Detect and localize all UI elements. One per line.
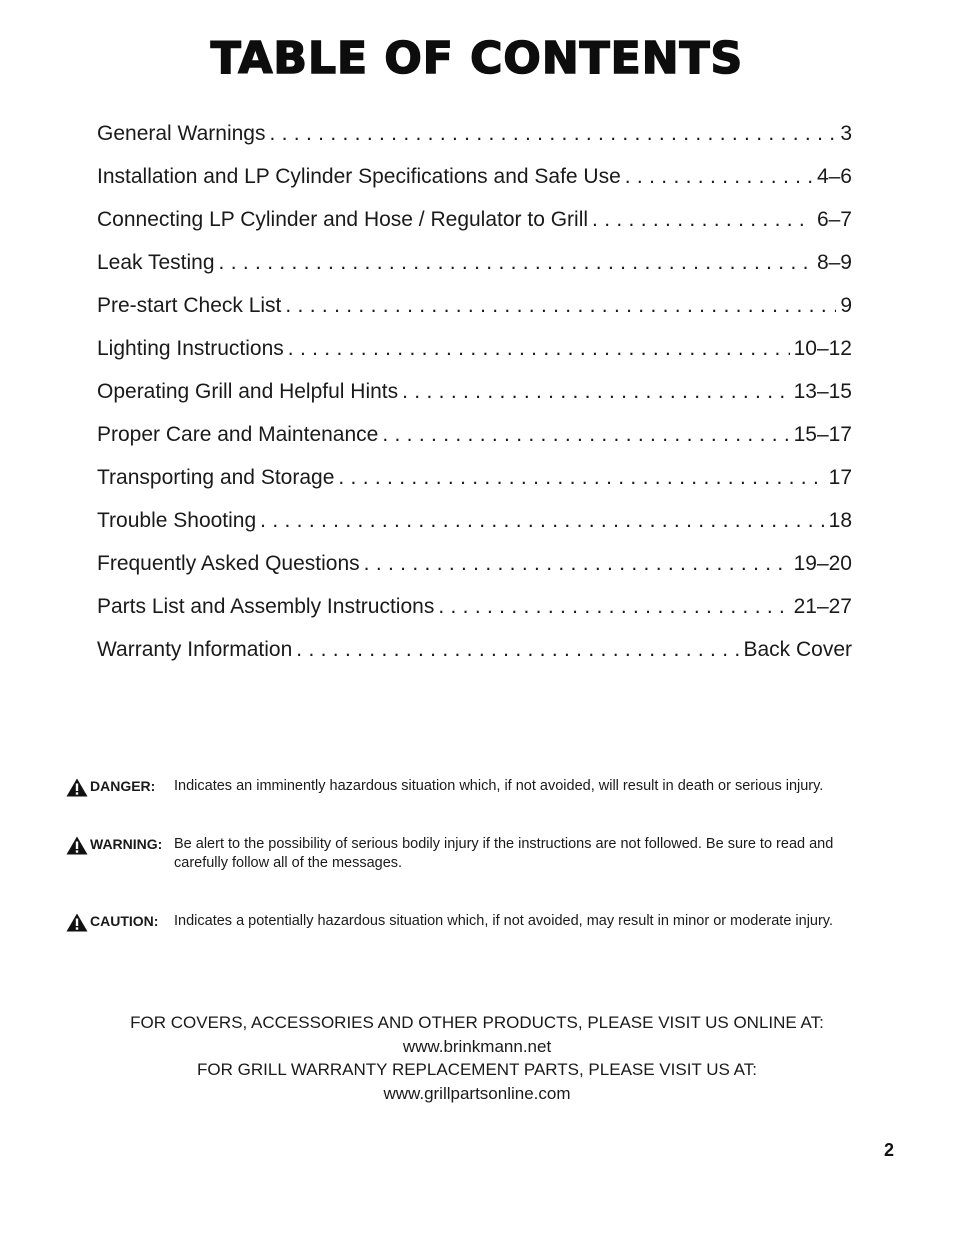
- toc-entry: [97, 112, 852, 155]
- page-title: TABLE OF CONTENTS: [210, 33, 744, 84]
- toc-dot-leader: [438, 585, 789, 628]
- footer-grillparts-url: www.grillpartsonline.com: [383, 1083, 571, 1103]
- caution-signal-word: CAUTION:: [90, 913, 159, 929]
- toc-entry-label: Connecting LP Cylinder and Hose / Regulator to Grill: [97, 208, 589, 231]
- toc-entry: [97, 456, 852, 499]
- toc-dot-leader: [260, 499, 824, 542]
- toc-entry-page: 4–6: [816, 165, 852, 188]
- toc-dot-leader: [285, 284, 836, 327]
- toc-entry-page: 13–15: [793, 380, 852, 403]
- toc-entry-page: 3: [840, 122, 852, 145]
- toc-entry: [97, 155, 852, 198]
- toc-entry: [97, 370, 852, 413]
- toc-entry-label: Transporting and Storage: [97, 466, 335, 489]
- warning-text: Be alert to the possibility of serious bodily injury if the instructions are not followed. Be sure to read and carefully follow all of the messages.: [174, 836, 834, 871]
- warning-signal: [66, 835, 174, 873]
- footer-accessories-line: FOR COVERS, ACCESSORIES AND OTHER PRODUCTS, PLEASE VISIT US ONLINE AT:: [130, 1013, 824, 1032]
- toc-dot-leader: [592, 198, 813, 241]
- warning-triangle-icon: [66, 778, 88, 797]
- toc-entry-page: 10–12: [793, 337, 852, 360]
- caution-notice: [66, 912, 856, 932]
- danger-signal: [66, 777, 174, 797]
- toc-dot-leader: [296, 628, 739, 671]
- toc-entry-page: 21–27: [793, 595, 852, 618]
- toc-entry: [97, 585, 852, 628]
- page-number: 2: [884, 1140, 895, 1160]
- toc-dot-leader: [269, 112, 836, 155]
- caution-signal: [66, 912, 174, 932]
- toc-dot-leader: [219, 241, 813, 284]
- footer-brinkmann-url: www.brinkmann.net: [402, 1036, 552, 1056]
- toc-entry-label: Lighting Instructions: [97, 337, 284, 360]
- toc-entry: [97, 499, 852, 542]
- caution-text: Indicates a potentially hazardous situation which, if not avoided, may result in minor or moderate injury.: [174, 913, 834, 929]
- toc-dot-leader: [402, 370, 789, 413]
- toc-dot-leader: [382, 413, 789, 456]
- toc-entry-label: Frequently Asked Questions: [97, 552, 360, 575]
- toc-entry-label: Installation and LP Cylinder Specifications and Safe Use: [97, 165, 621, 188]
- toc-entry: [97, 542, 852, 585]
- toc-entry-label: Pre-start Check List: [97, 294, 282, 317]
- toc-entry: [97, 327, 852, 370]
- warning-triangle-icon: [66, 836, 88, 855]
- table-of-contents: [97, 112, 852, 671]
- toc-entry: [97, 628, 852, 671]
- toc-entry-label: Leak Testing: [97, 251, 215, 274]
- toc-entry: [97, 284, 852, 327]
- footer-parts-line: FOR GRILL WARRANTY REPLACEMENT PARTS, PLEASE VISIT US AT:: [197, 1060, 757, 1079]
- toc-dot-leader: [364, 542, 790, 585]
- toc-entry-page: 15–17: [793, 423, 852, 446]
- toc-entry: [97, 198, 852, 241]
- toc-entry-page: Back Cover: [743, 638, 852, 661]
- toc-entry-page: 17: [828, 466, 852, 489]
- danger-notice: [66, 777, 856, 797]
- warning-signal-word: WARNING:: [90, 836, 163, 852]
- danger-text: Indicates an imminently hazardous situation which, if not avoided, will result in death or serious injury.: [174, 778, 824, 794]
- toc-entry-label: General Warnings: [97, 122, 266, 145]
- toc-entry-page: 8–9: [816, 251, 852, 274]
- toc-entry: [97, 241, 852, 284]
- toc-dot-leader: [625, 155, 813, 198]
- footer: [0, 1011, 954, 1105]
- toc-entry-page: 6–7: [816, 208, 852, 231]
- danger-signal-word: DANGER:: [90, 778, 156, 794]
- warning-notice: [66, 835, 856, 873]
- toc-entry-label: Proper Care and Maintenance: [97, 423, 379, 446]
- toc-entry-label: Trouble Shooting: [97, 509, 257, 532]
- toc-dot-leader: [338, 456, 824, 499]
- toc-entry-page: 9: [840, 294, 852, 317]
- toc-dot-leader: [288, 327, 790, 370]
- toc-entry-label: Operating Grill and Helpful Hints: [97, 380, 399, 403]
- toc-entry-page: 19–20: [793, 552, 852, 575]
- toc-entry: [97, 413, 852, 456]
- toc-entry-page: 18: [828, 509, 852, 532]
- warning-triangle-icon: [66, 913, 88, 932]
- toc-entry-label: Warranty Information: [97, 638, 293, 661]
- toc-entry-label: Parts List and Assembly Instructions: [97, 595, 435, 618]
